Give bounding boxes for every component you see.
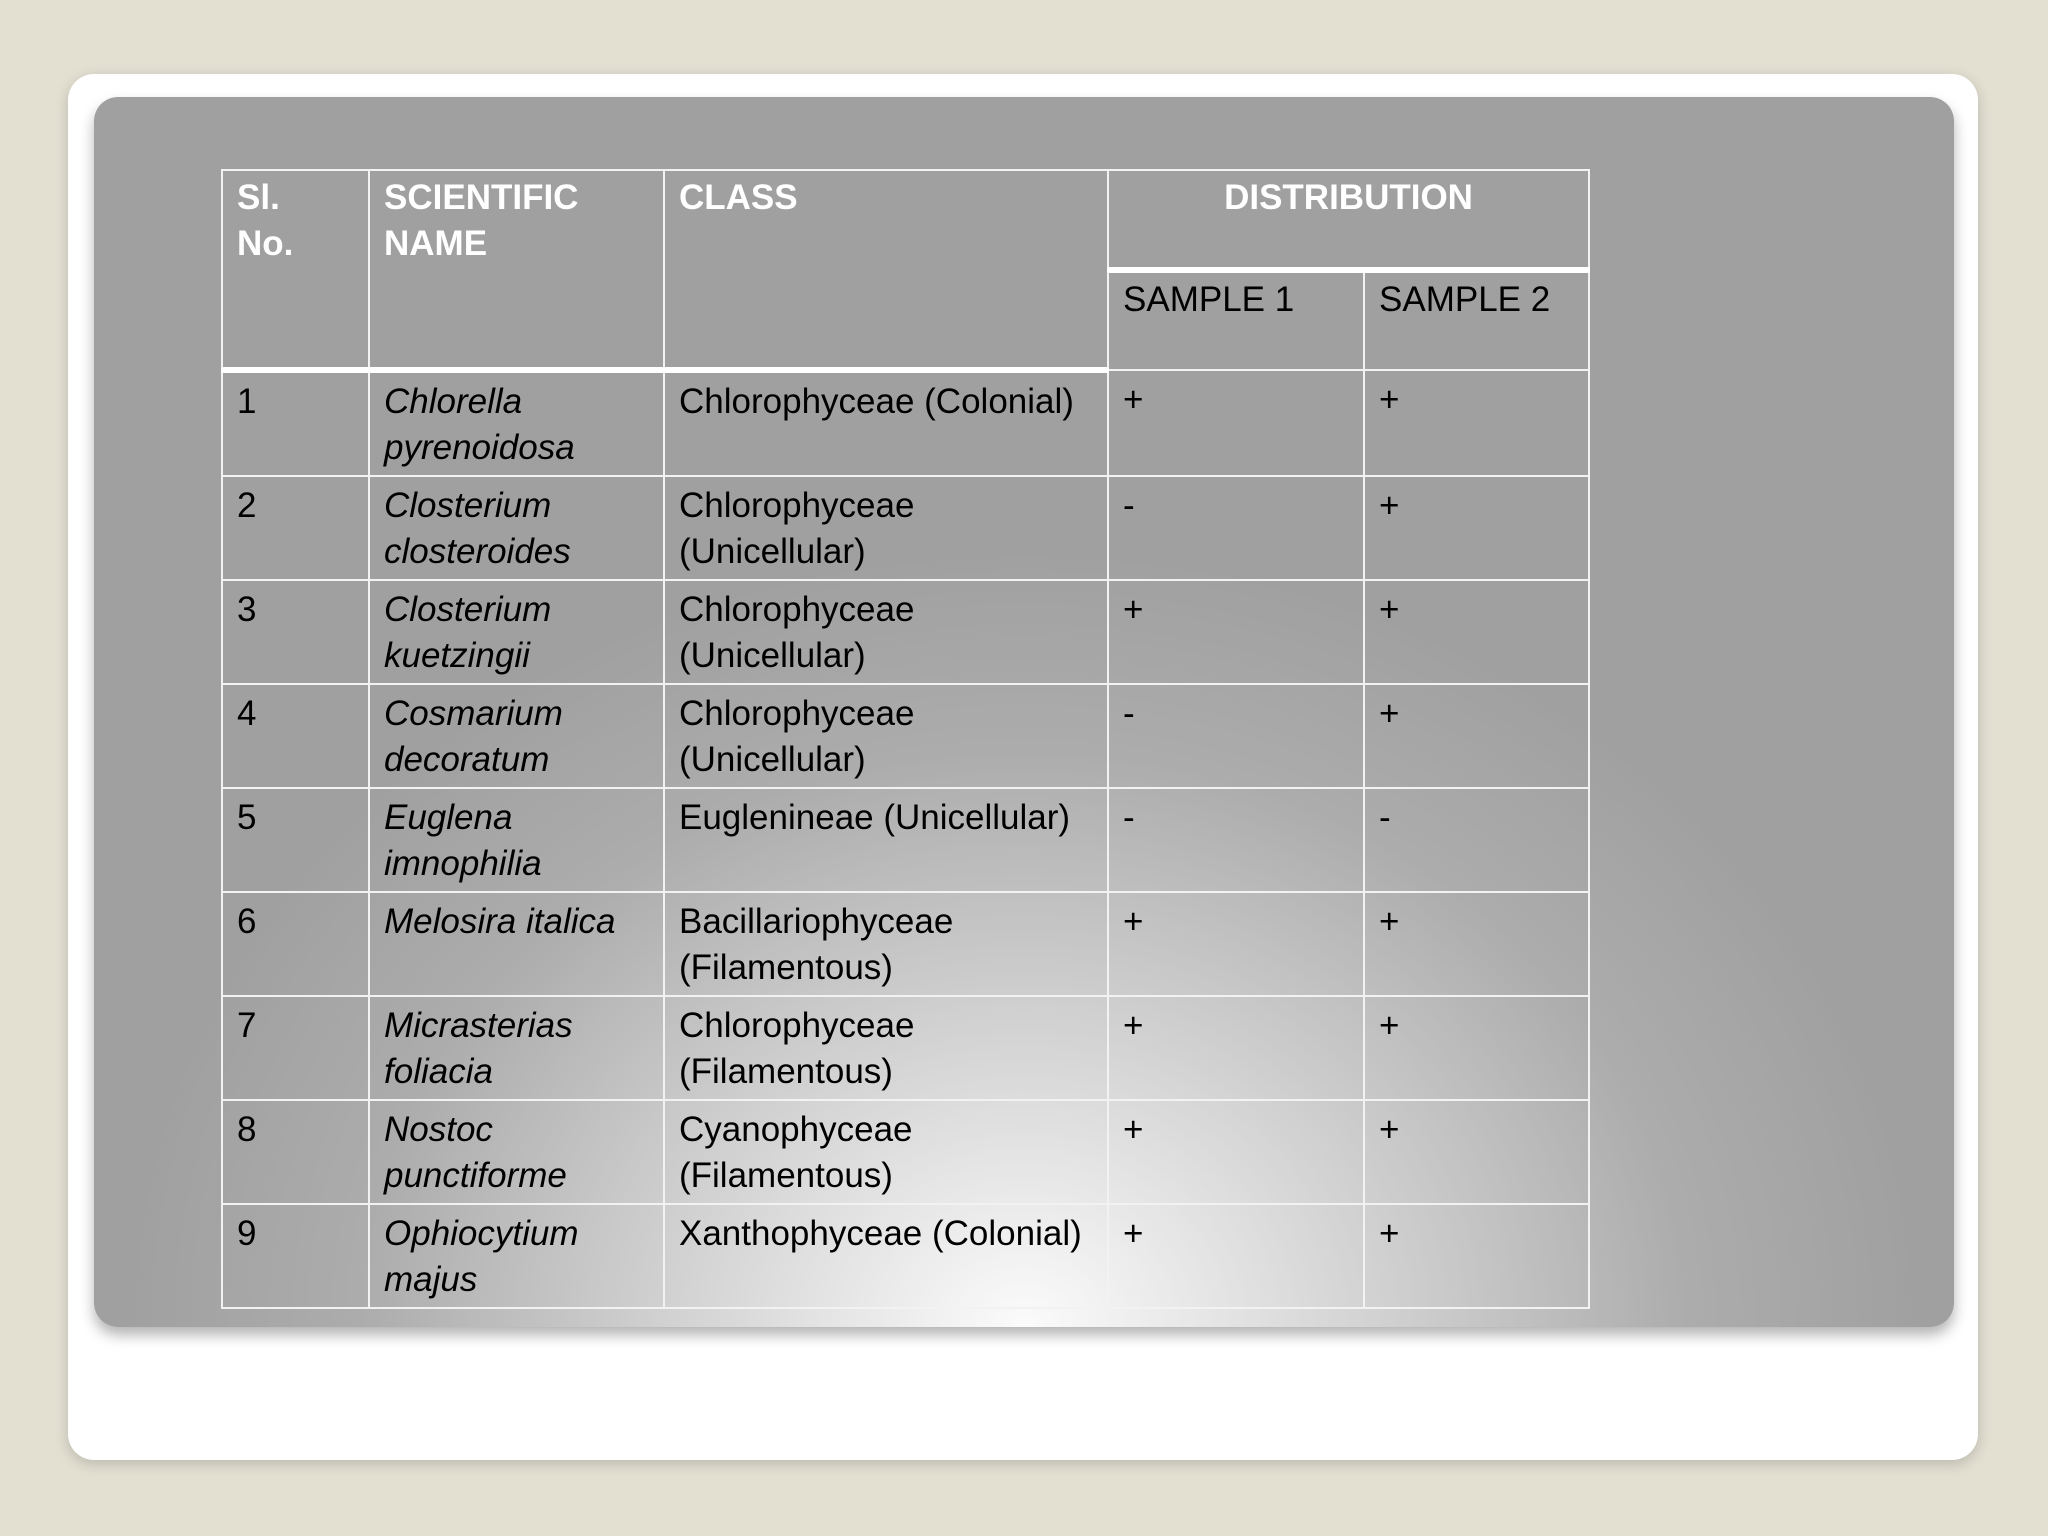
cell-class: Bacillariophyceae (Filamentous) (664, 892, 1108, 996)
cell-sl-no: 4 (222, 684, 369, 788)
table-row (222, 370, 1589, 476)
cell-sample-2: + (1364, 580, 1589, 684)
cell-sl-no: 9 (222, 1204, 369, 1308)
cell-class: Chlorophyceae (Unicellular) (664, 684, 1108, 788)
cell-scientific-name: Cosmarium decoratum (369, 684, 664, 788)
cell-sample-1: - (1108, 476, 1364, 580)
cell-sample-1: - (1108, 788, 1364, 892)
cell-sample-2: - (1364, 788, 1589, 892)
cell-sample-1: + (1108, 1100, 1364, 1204)
table-header-row (222, 170, 1589, 270)
cell-sl-no: 8 (222, 1100, 369, 1204)
cell-sample-2: + (1364, 476, 1589, 580)
header-sample-2: SAMPLE 2 (1364, 270, 1589, 370)
table-row (222, 1204, 1589, 1308)
cell-sl-no: 1 (222, 370, 369, 476)
table-row (222, 788, 1589, 892)
cell-class: Chlorophyceae (Colonial) (664, 370, 1108, 476)
cell-sample-1: + (1108, 370, 1364, 476)
header-class: CLASS (664, 170, 1108, 370)
cell-sample-2: + (1364, 892, 1589, 996)
cell-class: Xanthophyceae (Colonial) (664, 1204, 1108, 1308)
cell-scientific-name: Micrasterias foliacia (369, 996, 664, 1100)
cell-scientific-name: Melosira italica (369, 892, 664, 996)
cell-class: Cyanophyceae (Filamentous) (664, 1100, 1108, 1204)
header-sl-no: Sl. No. (222, 170, 369, 370)
cell-scientific-name: Closterium closteroides (369, 476, 664, 580)
cell-scientific-name: Ophiocytium majus (369, 1204, 664, 1308)
table-row (222, 1100, 1589, 1204)
table-row (222, 580, 1589, 684)
algae-distribution-table (221, 169, 1590, 1309)
cell-scientific-name: Chlorella pyrenoidosa (369, 370, 664, 476)
cell-class: Euglenineae (Unicellular) (664, 788, 1108, 892)
table-row (222, 684, 1589, 788)
cell-sample-1: + (1108, 892, 1364, 996)
cell-sample-2: + (1364, 996, 1589, 1100)
table-row (222, 476, 1589, 580)
header-sample-1: SAMPLE 1 (1108, 270, 1364, 370)
cell-class: Chlorophyceae (Unicellular) (664, 476, 1108, 580)
cell-sample-2: + (1364, 1100, 1589, 1204)
header-scientific-name: SCIENTIFIC NAME (369, 170, 664, 370)
cell-class: Chlorophyceae (Unicellular) (664, 580, 1108, 684)
cell-sl-no: 3 (222, 580, 369, 684)
cell-scientific-name: Nostoc punctiforme (369, 1100, 664, 1204)
cell-sample-2: + (1364, 684, 1589, 788)
cell-scientific-name: Closterium kuetzingii (369, 580, 664, 684)
cell-sample-1: + (1108, 996, 1364, 1100)
cell-sl-no: 6 (222, 892, 369, 996)
cell-sl-no: 2 (222, 476, 369, 580)
table-row (222, 996, 1589, 1100)
cell-sample-1: - (1108, 684, 1364, 788)
cell-scientific-name: Euglena imnophilia (369, 788, 664, 892)
cell-sl-no: 7 (222, 996, 369, 1100)
cell-sample-2: + (1364, 370, 1589, 476)
header-distribution: DISTRIBUTION (1108, 170, 1589, 270)
cell-sample-1: + (1108, 580, 1364, 684)
cell-class: Chlorophyceae (Filamentous) (664, 996, 1108, 1100)
cell-sample-2: + (1364, 1204, 1589, 1308)
cell-sample-1: + (1108, 1204, 1364, 1308)
table-row (222, 892, 1589, 996)
cell-sl-no: 5 (222, 788, 369, 892)
